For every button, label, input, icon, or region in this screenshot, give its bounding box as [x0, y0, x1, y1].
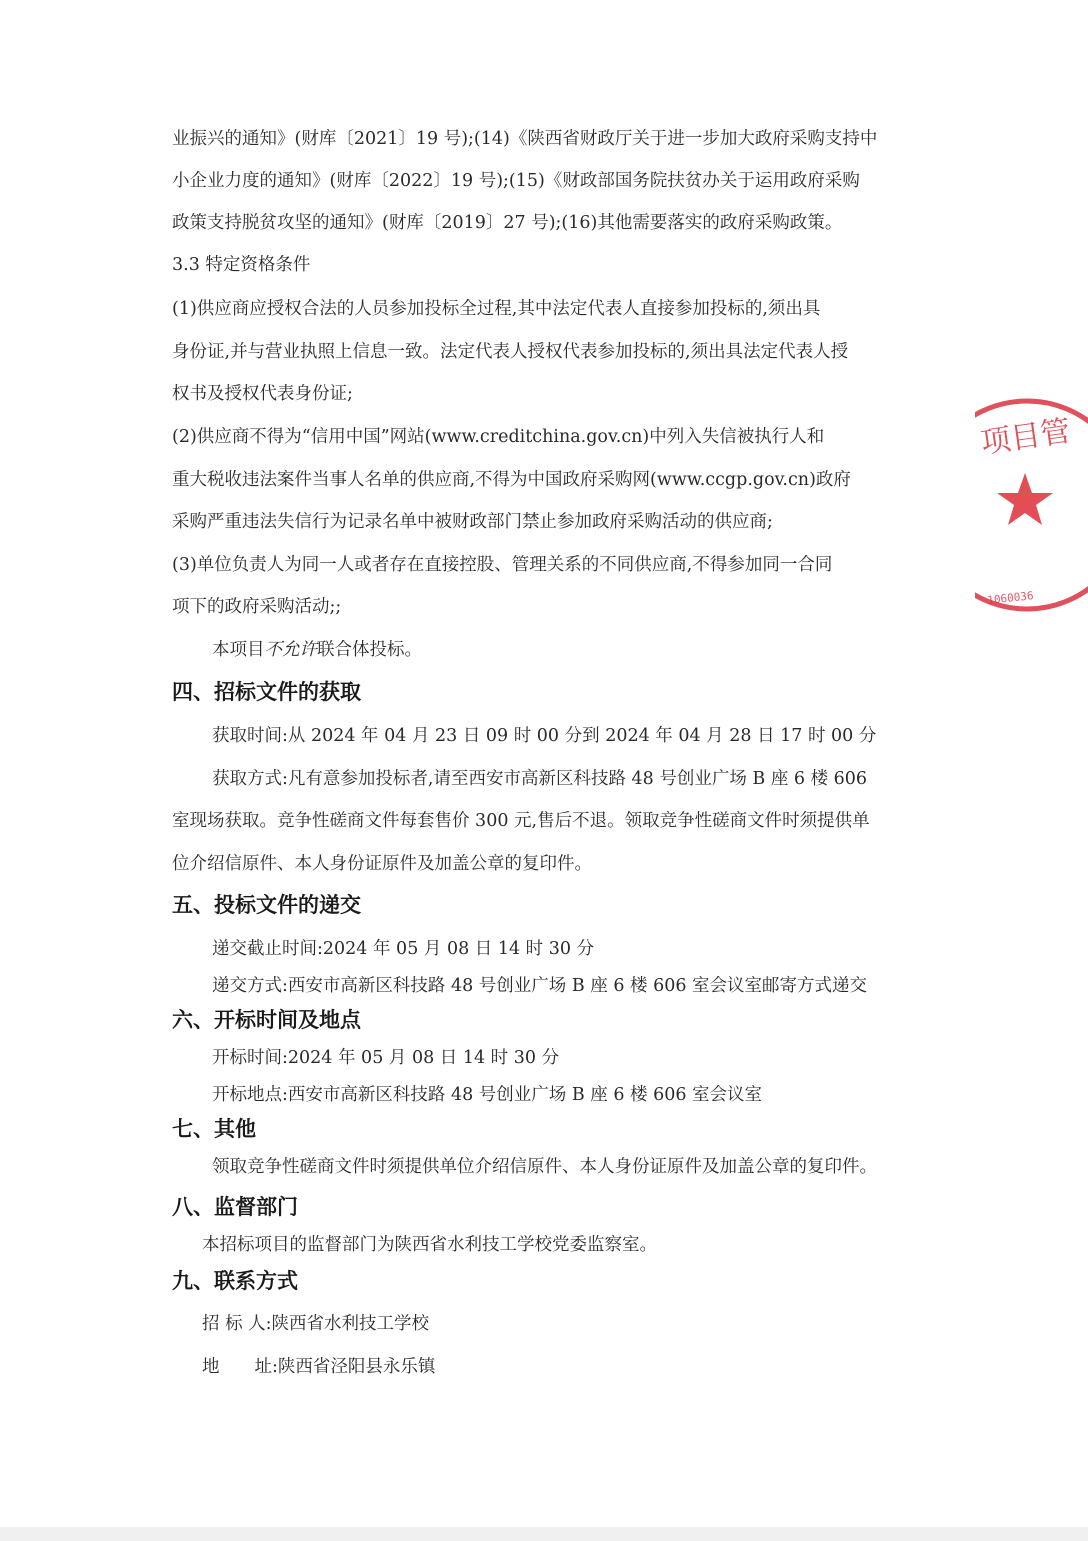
seal-text: 项目管: [978, 413, 1073, 461]
body-line: 业振兴的通知》(财库〔2021〕19 号);(14)《陕西省财政厅关于进一步加大政府采购支持中: [172, 129, 878, 149]
submit-deadline: 递交截止时间:2024 年 05 月 08 日 14 时 30 分: [212, 939, 595, 959]
consortium-emphasis: 不允许: [264, 640, 317, 660]
subsection-title: 3.3 特定资格条件: [172, 255, 311, 275]
official-seal: [975, 395, 1088, 620]
contact-address: 地 址:陕西省泾阳县永乐镇: [202, 1357, 436, 1377]
body-line: 项下的政府采购活动;;: [172, 597, 342, 617]
section-heading-6: 六、开标时间及地点: [172, 1007, 361, 1032]
body-line: 政策支持脱贫攻坚的通知》(财库〔2019〕27 号);(16)其他需要落实的政府采购政策。: [172, 213, 843, 233]
section-heading-5: 五、投标文件的递交: [172, 892, 361, 917]
contact-tenderer: 招 标 人:陕西省水利技工学校: [202, 1314, 430, 1334]
acquire-method-cont: 位介绍信原件、本人身份证原件及加盖公章的复印件。: [172, 854, 592, 874]
opening-place: 开标地点:西安市高新区科技路 48 号创业广场 B 座 6 楼 606 室会议室: [212, 1085, 763, 1105]
body-line: 身份证,并与营业执照上信息一致。法定代表人授权代表参加投标的,须出具法定代表人授: [172, 342, 849, 362]
body-line: 重大税收违法案件当事人名单的供应商,不得为中国政府采购网(www.ccgp.gov.cn)政府: [172, 470, 851, 490]
acquire-method-cont: 室现场获取。竞争性磋商文件每套售价 300 元,售后不退。领取竞争性磋商文件时须提供单: [172, 811, 870, 831]
body-line: (2)供应商不得为“信用中国”网站(www.creditchina.gov.cn)中列入失信被执行人和: [172, 427, 825, 447]
consortium-prefix: 本项目: [212, 640, 265, 660]
consortium-suffix: 联合体投标。: [317, 640, 422, 660]
body-line: (3)单位负责人为同一人或者存在直接控股、管理关系的不同供应商,不得参加同一合同: [172, 555, 833, 575]
seal-code: 1060036: [986, 589, 1035, 607]
bottom-bar: [0, 1527, 1088, 1541]
section-heading-8: 八、监督部门: [172, 1194, 298, 1219]
seal-star-icon: [997, 473, 1053, 525]
body-line: 小企业力度的通知》(财库〔2022〕19 号);(15)《财政部国务院扶贫办关于运用政府采购: [172, 171, 860, 191]
supervision-text: 本招标项目的监督部门为陕西省水利技工学校党委监察室。: [202, 1235, 657, 1255]
acquire-time: 获取时间:从 2024 年 04 月 23 日 09 时 00 分到 2024 年 04 月 28 日 17 时 00 分: [212, 726, 877, 746]
acquire-method: 获取方式:凡有意参加投标者,请至西安市高新区科技路 48 号创业广场 B 座 6 楼 606: [212, 769, 868, 789]
other-note: 领取竞争性磋商文件时须提供单位介绍信原件、本人身份证原件及加盖公章的复印件。: [212, 1157, 877, 1177]
section-heading-7: 七、其他: [172, 1116, 256, 1141]
section-heading-4: 四、招标文件的获取: [172, 679, 361, 704]
section-heading-9: 九、联系方式: [172, 1268, 298, 1293]
consortium-note: [212, 637, 942, 663]
opening-time: 开标时间:2024 年 05 月 08 日 14 时 30 分: [212, 1048, 560, 1068]
submit-method: 递交方式:西安市高新区科技路 48 号创业广场 B 座 6 楼 606 室会议室邮寄方式递交: [212, 976, 868, 996]
body-line: 权书及授权代表身份证;: [172, 384, 353, 404]
body-line: 采购严重违法失信行为记录名单中被财政部门禁止参加政府采购活动的供应商;: [172, 512, 773, 532]
body-line: (1)供应商应授权合法的人员参加投标全过程,其中法定代表人直接参加投标的,须出具: [172, 299, 821, 319]
